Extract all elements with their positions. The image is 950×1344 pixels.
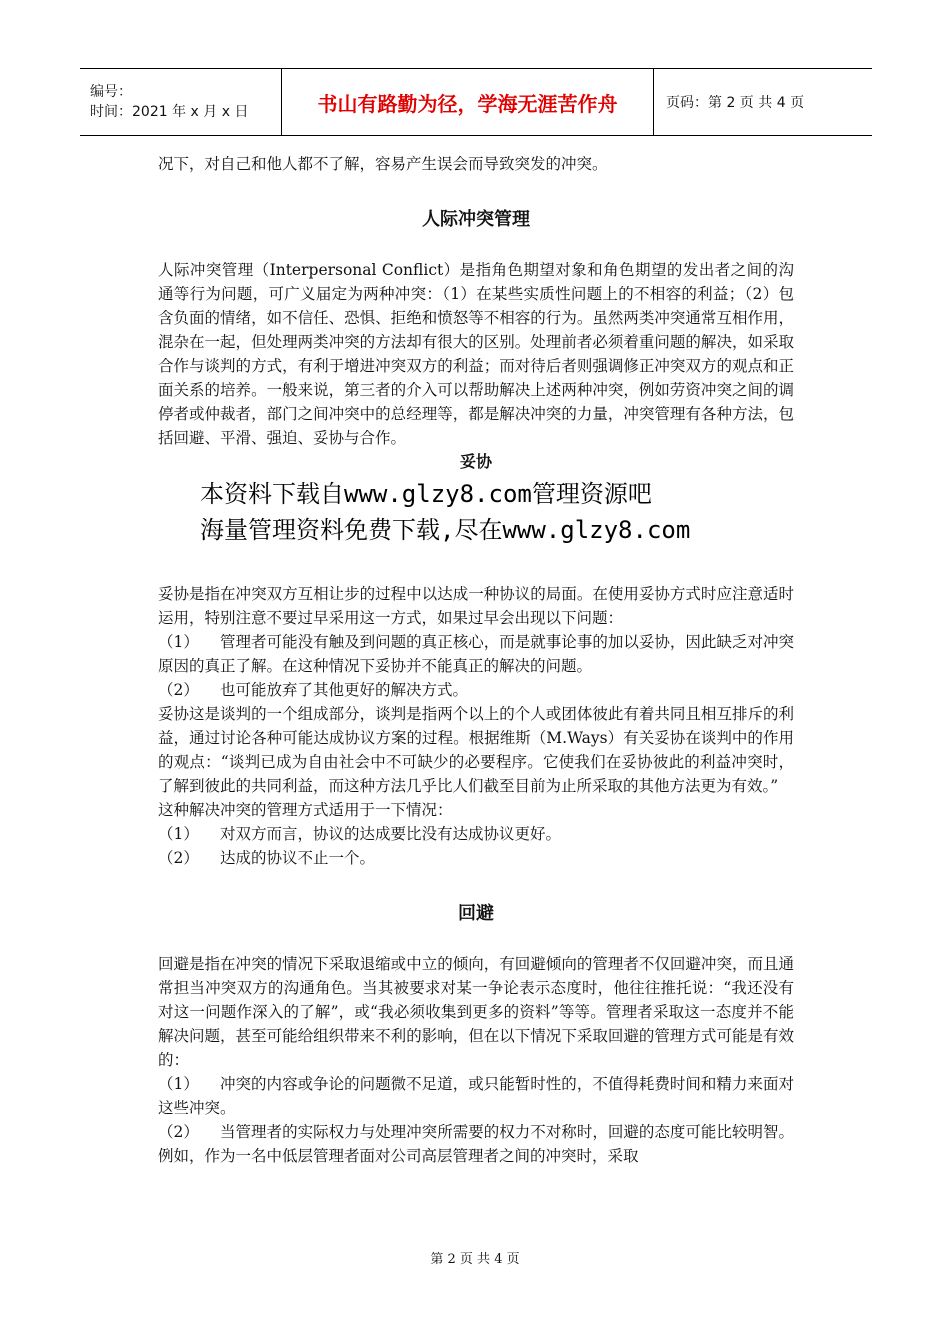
list-number: （1） (158, 825, 199, 843)
paragraph: 回避是指在冲突的情况下采取退缩或中立的倾向，有回避倾向的管理者不仅回避冲突，而且通常担当冲突双方的沟通角色。当其被要求对某一争论表示态度时，他往往推托说：“我还没有对这一问题作深入的了解”，或“我必须收集到更多的资料”等等。管理者采取这一态度并不能解决问题，甚至可能给组织带来不利的影响，但在以下情况下采取回避的管理方式可能是有效的： (158, 955, 794, 1069)
watermark-line: 本资料下载自www.glzy8.com管理资源吧 (200, 480, 652, 508)
spacer (158, 548, 794, 582)
header-meta (80, 69, 282, 135)
watermark-text (200, 476, 794, 548)
section-title-interpersonal-conflict: 人际冲突管理 (422, 209, 530, 230)
doc-number-label: 编号： (90, 84, 132, 100)
paragraph: 妥协这是谈判的一个组成部分，谈判是指两个以上的个人或团体彼此有着共同且相互排斥的利益，通过讨论各种可能达成协议方案的过程。根据维斯（M.Ways）有关妥协在谈判中的作用的观点：“谈判已成为自由社会中不可缺少的必要程序。它使我们在妥协彼此的利益冲突时，了解到彼此的共同利益，而这种方法几乎比人们截至目前为止所采取的其他方法更为有效。” (158, 705, 794, 795)
page-footer: 第 2 页 共 4 页 (430, 1252, 520, 1267)
list-item (158, 1072, 794, 1120)
list-text: 管理者可能没有触及到问题的真正核心，而是就事论事的加以妥协，因此缺乏对冲突原因的真正了解。在这种情况下妥协并不能真正的解决的问题。 (158, 633, 794, 675)
list-item (158, 678, 794, 702)
list-item (158, 1120, 794, 1168)
watermark-line: 海量管理资料免费下载,尽在www.glzy8.com (200, 516, 691, 544)
header-page-label: 页码：第 2 页 共 4 页 (666, 95, 805, 111)
page-header (80, 68, 872, 136)
list-number: （1） (158, 1075, 199, 1093)
list-text: 对双方而言，协议的达成要比没有达成协议更好。 (220, 825, 562, 843)
paragraph: 这种解决冲突的管理方式适用于一下情况： (158, 801, 453, 819)
paragraph: 妥协是指在冲突双方互相让步的过程中以达成一种协议的局面。在使用妥协方式时应注意适时运用，特别注意不要过早采用这一方式，如果过早会出现以下问题： (158, 585, 794, 627)
list-item (158, 822, 794, 846)
list-item (158, 846, 794, 870)
list-text: 达成的协议不止一个。 (220, 849, 376, 867)
list-text: 也可能放弃了其他更好的解决方式。 (220, 681, 469, 699)
doc-time-label: 时间：2021 年 x 月 x 日 (90, 104, 249, 120)
section-title-avoidance: 回避 (458, 903, 494, 924)
list-number: （1） (158, 633, 199, 651)
list-number: （2） (158, 1123, 199, 1141)
list-number: （2） (158, 849, 199, 867)
subsection-title-compromise: 妥协 (459, 452, 492, 471)
document-body (158, 152, 794, 1168)
paragraph: 人际冲突管理（Interpersonal Conflict）是指角色期望对象和角色期望的发出者之间的沟通等行为问题，可广义届定为两种冲突：（1）在某些实质性问题上的不相容的利益；（2）包含负面的情绪，如不信任、恐惧、拒绝和愤怒等不相容的行为。虽然两类冲突通常互相作用，混杂在一起，但处理两类冲突的方法却有很大的区别。处理前者必须着重问题的解决，如采取合作与谈判的方式，有利于增进冲突双方的利益；而对待后者则强调修正冲突双方的观点和正面关系的培养。一般来说，第三者的介入可以帮助解决上述两种冲突，例如劳资冲突之间的调停者或仲裁者，部门之间冲突中的总经理等，都是解决冲突的力量，冲突管理有各种方法，包括回避、平滑、强迫、妥协与合作。 (158, 261, 794, 447)
list-text: 当管理者的实际权力与处理冲突所需要的权力不对称时，回避的态度可能比较明智。例如，作为一名中低层管理者面对公司高层管理者之间的冲突时，采取 (158, 1123, 794, 1165)
list-number: （2） (158, 681, 199, 699)
list-item (158, 630, 794, 678)
header-motto: 书山有路勤为径，学海无涯苦作舟 (282, 69, 654, 135)
list-text: 冲突的内容或争论的问题微不足道，或只能暂时性的，不值得耗费时间和精力来面对这些冲突。 (158, 1075, 794, 1117)
intro-line: 况下，对自己和他人都不了解，容易产生误会而导致突发的冲突。 (158, 155, 608, 173)
